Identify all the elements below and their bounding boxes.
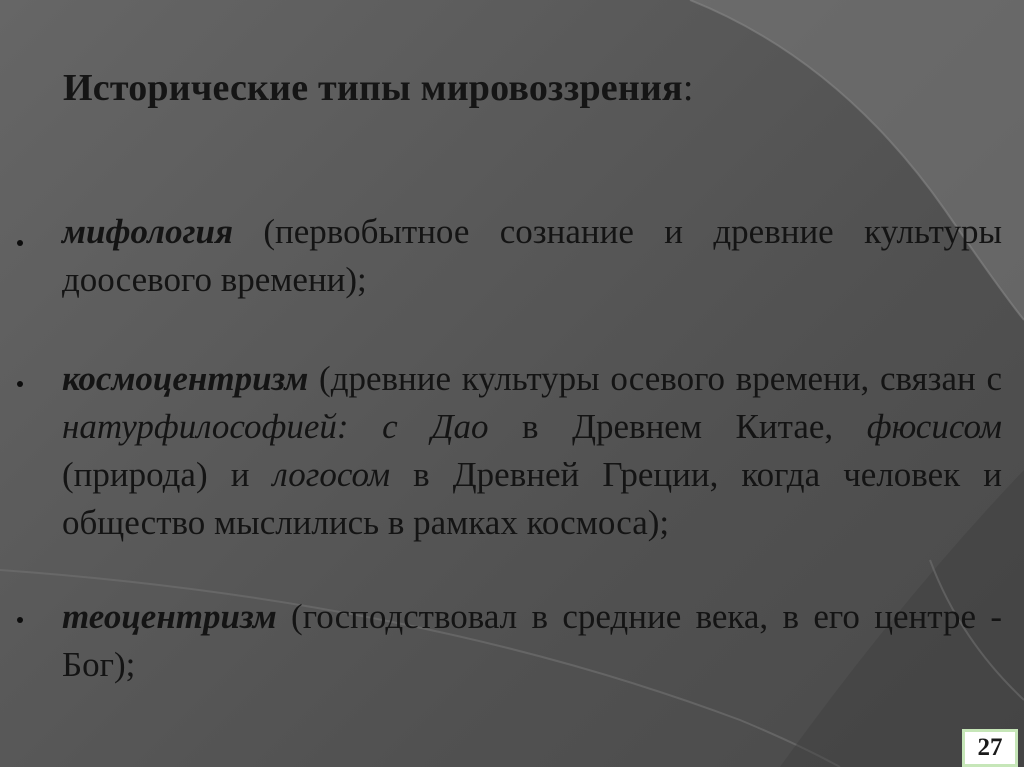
italic-physis: фюсисом [866, 407, 1002, 446]
page-number: 27 [977, 734, 1003, 761]
list-item-mythology [62, 208, 1002, 304]
title-text: Исторические типы мировоззрения [63, 67, 683, 109]
term-cosmocentrism: космоцентризм [62, 359, 309, 398]
italic-naturphilosophy: натурфилософией: с Дао [62, 407, 489, 446]
item-text: в Древней Греции, когда человек и общество мыслились в рамках космоса); [62, 455, 1002, 542]
italic-logos: логосом [272, 455, 391, 494]
item-text: (господствовал в средние века, в его центре - Бог); [62, 597, 1002, 684]
list-item-cosmocentrism [62, 355, 1002, 547]
page-number-box [962, 729, 1018, 767]
bullet-dot-icon [17, 381, 23, 387]
title-colon: : [682, 67, 694, 109]
list-item-theocentrism [62, 593, 1002, 689]
term-theocentrism: теоцентризм [62, 597, 277, 636]
item-text: (древние культуры осевого времени, связан с [308, 359, 1002, 398]
item-text: (первобытное сознание и древние культуры доосевого времени); [62, 212, 1002, 299]
item-text: в Древнем Китае, [488, 407, 867, 446]
term-mythology: мифология [62, 212, 234, 251]
bullet-dot-icon [17, 617, 23, 623]
item-text: (природа) и [62, 455, 273, 494]
bullet-dot-icon [17, 240, 23, 246]
